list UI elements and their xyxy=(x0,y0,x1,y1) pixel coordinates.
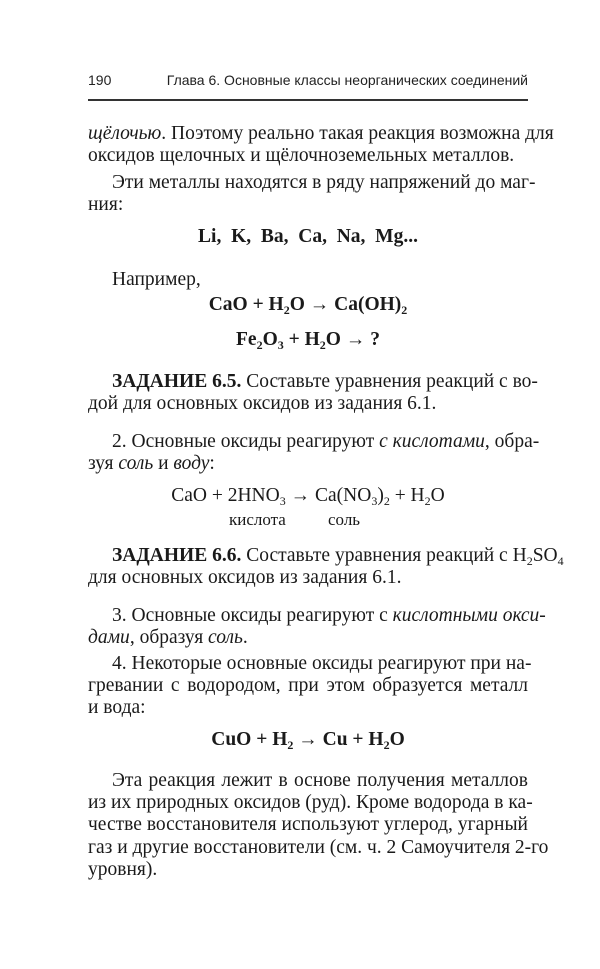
italic-term: щёлочью xyxy=(88,123,162,144)
paragraph-line: Эта реакция лежит в основе получения металлов xyxy=(112,770,528,791)
header-rule xyxy=(88,99,528,101)
paragraph-line: из их природных оксидов (руд). Кроме водорода в ка- xyxy=(88,792,533,813)
sub: 2 xyxy=(383,494,390,508)
t: , обра- xyxy=(484,431,540,452)
t: O xyxy=(430,485,445,506)
sub: 2 xyxy=(287,738,294,752)
t: , образуя xyxy=(129,627,209,648)
t: SO xyxy=(532,545,558,566)
italic-term: воду xyxy=(173,453,210,474)
t: 3. Основные оксиды реагируют с xyxy=(112,605,393,626)
t: : xyxy=(209,453,215,474)
t: . xyxy=(242,627,248,648)
t: 2. Основные оксиды реагируют xyxy=(112,431,380,452)
page-number: 190 xyxy=(88,72,112,88)
paragraph-line: газ и другие восстановители (см. ч. 2 Самоучителя 2-го xyxy=(88,837,549,858)
italic-term: с кислотами xyxy=(379,431,485,452)
t: + H xyxy=(283,329,320,350)
italic-term: соль xyxy=(208,627,243,648)
sub: 3 xyxy=(371,494,378,508)
t: и xyxy=(153,453,174,474)
paragraph-line: 4. Некоторые основные оксиды реагируют при на- xyxy=(112,653,532,674)
italic-term: дами xyxy=(88,627,130,648)
text: . Поэтому реально такая реакция возможна для xyxy=(161,123,554,144)
paragraph-line: уровня). xyxy=(88,859,158,880)
paragraph-line: оксидов щелочных и щёлочноземельных металлов. xyxy=(88,145,515,166)
paragraph-line: ния: xyxy=(88,194,124,215)
sub: 2 xyxy=(424,494,431,508)
t: ) xyxy=(377,485,384,506)
t: Составьте уравнения реакций с H xyxy=(241,545,527,566)
t: + H xyxy=(389,485,425,506)
t: CuO + H xyxy=(211,729,288,750)
equation-4 xyxy=(88,729,528,751)
paragraph-line: дой для основных оксидов из задания 6.1. xyxy=(88,393,437,414)
t: O xyxy=(262,329,278,350)
paragraph-line xyxy=(88,453,528,475)
task-6-5 xyxy=(88,371,538,393)
paragraph-line xyxy=(88,431,540,453)
sub: 2 xyxy=(526,554,533,568)
sub: 2 xyxy=(319,338,326,352)
t: CaO + 2HNO xyxy=(171,485,280,506)
equation-2 xyxy=(88,329,528,351)
paragraph-line xyxy=(88,627,528,649)
paragraph-line: для основных оксидов из задания 6.1. xyxy=(88,567,402,588)
t: O → ? xyxy=(325,329,380,350)
task-label: ЗАДАНИЕ 6.5. xyxy=(112,371,242,392)
paragraph-line: и вода: xyxy=(88,697,146,718)
sub: 2 xyxy=(283,303,290,317)
label-acid: кислота xyxy=(229,510,286,529)
t: Fe xyxy=(236,329,257,350)
paragraph-line: честве восстановителя используют углерод, угарный xyxy=(88,814,528,835)
italic-term: кислотными окси- xyxy=(392,605,546,626)
sub: 4 xyxy=(557,554,564,568)
task-6-6 xyxy=(88,545,564,568)
t: зуя xyxy=(88,453,119,474)
paragraph-line: Например, xyxy=(112,269,201,290)
t: → Ca(NO xyxy=(285,485,372,506)
paragraph-line: гревании с водородом, при этом образуется металл xyxy=(88,675,528,696)
sub: 2 xyxy=(401,303,408,317)
t: O → Ca(OH) xyxy=(289,294,402,315)
paragraph-line xyxy=(88,605,546,627)
metals-list: Li, K, Ba, Ca, Na, Mg... xyxy=(198,226,418,247)
t: O xyxy=(389,729,405,750)
sub: 2 xyxy=(383,738,390,752)
t: CaO + H xyxy=(208,294,284,315)
label-salt: соль xyxy=(328,510,361,529)
equation-1 xyxy=(88,294,528,316)
sub: 2 xyxy=(256,338,263,352)
italic-term: соль xyxy=(118,453,154,474)
task-label: ЗАДАНИЕ 6.6. xyxy=(112,545,242,566)
paragraph-line xyxy=(88,123,554,145)
t: Составьте уравнения реакций с во- xyxy=(241,371,538,392)
paragraph-line: Эти металлы находятся в ряду напряжений до маг- xyxy=(112,172,536,193)
equation-3 xyxy=(88,485,528,507)
running-header: Глава 6. Основные классы неорганических соединений xyxy=(166,72,528,88)
t: → Cu + H xyxy=(293,729,384,750)
sub: 3 xyxy=(277,338,284,352)
sub: 3 xyxy=(279,494,286,508)
